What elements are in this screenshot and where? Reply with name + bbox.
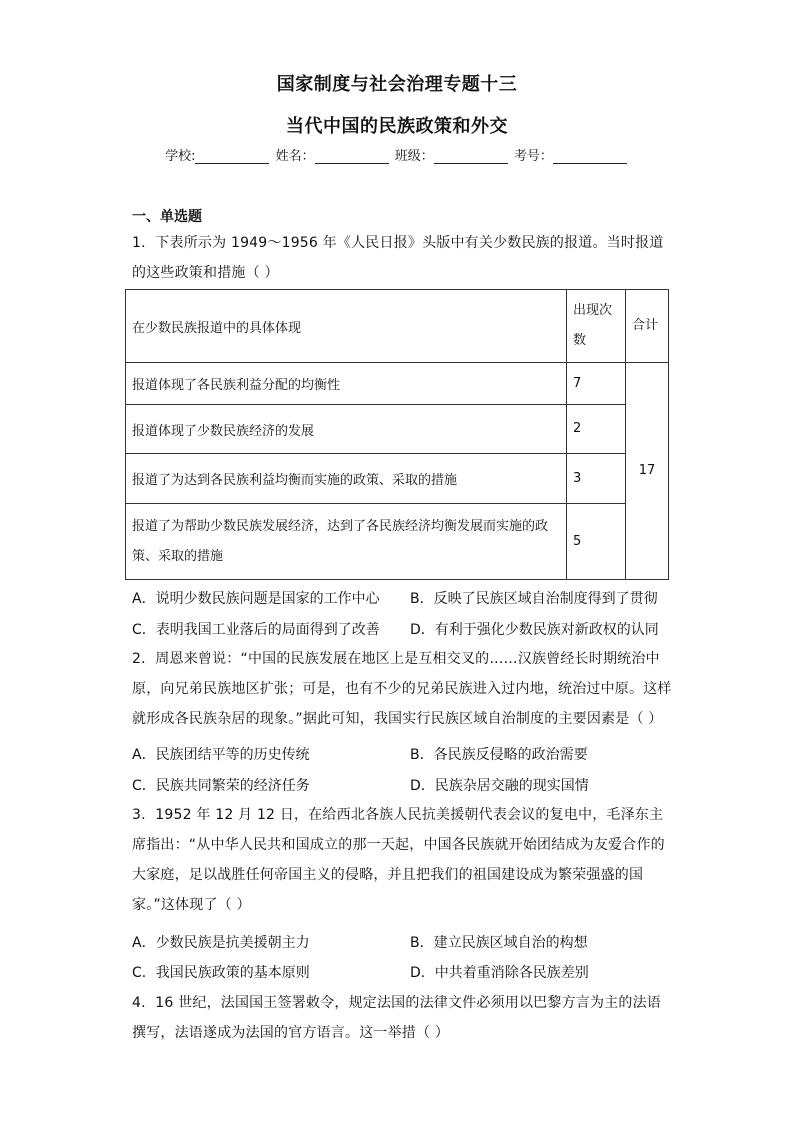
header-cell-description: 在少数民族报道中的具体体现 [126,290,567,363]
header-cell-total: 合计 [626,290,669,363]
name-blank[interactable] [315,149,389,164]
row-description: 报道了为达到各民族利益均衡而实施的政策、采取的措施 [126,454,567,504]
q1-option-a[interactable]: A．说明少数民族问题是国家的工作中心 [132,591,380,607]
q1-options-row-2 [132,619,672,643]
school-label: 学校: [165,149,196,164]
q2-option-a[interactable]: A．民族团结平等的历史传统 [132,747,310,763]
q1-option-c[interactable]: C．表明我国工业落后的局面得到了改善 [132,622,380,638]
q3-option-d[interactable]: D．中共着重消除各民族差别 [410,965,589,981]
q3-options-row-1 [132,932,672,956]
q3-stem: 3．1952 年 12 月 12 日，在给西北各族人民抗美援朝代表会议的复电中，毛泽东主席指出：“从中华人民共和国成立的那一天起，中国各民族就开始团结成为友爱合作的大家庭，足以战胜任何帝国主义的侵略，并且把我们的祖国建设成为繁荣强盛的国家。”这体现了（ ） [132,807,665,913]
q3-option-b[interactable]: B．建立民族区域自治的构想 [410,935,588,951]
row-count: 2 [567,405,626,454]
q3-option-a[interactable]: A．少数民族是抗美援朝主力 [132,935,310,951]
row-count: 3 [567,454,626,504]
row-count: 7 [567,363,626,405]
exam-no-label: 考号： [513,149,553,164]
q1-option-b[interactable]: B．反映了民族区域自治制度得到了贯彻 [410,591,658,607]
q1-table [125,289,669,580]
name-label: 姓名： [275,149,315,164]
exam-no-blank[interactable] [553,149,627,164]
table-row [126,405,669,454]
student-info-line [0,145,794,164]
row-description: 报道了为帮助少数民族发展经济，达到了各民族经济均衡发展而实施的政策、采取的措施 [126,504,567,580]
title-line-1: 国家制度与社会治理专题十三 [276,74,518,95]
q2-stem: 2．周恩来曾说：“中国的民族发展在地区上是互相交叉的……汉族曾经长时期统治中原，向兄弟民族地区扩张；可是，也有不少的兄弟民族进入过内地，统治过中原。这样就形成各民族杂居的现象。”据此可知，我国实行民族区域自治制度的主要因素是（ ） [132,651,672,727]
class-blank[interactable] [434,149,508,164]
table-row [126,454,669,504]
q2-option-d[interactable]: D．民族杂居交融的现实国情 [410,778,589,794]
section-title: 一、单选题 [132,209,202,225]
q2-options-row-2 [132,775,672,799]
school-blank[interactable] [195,149,269,164]
table-row [126,504,669,580]
q2-options-row-1 [132,744,672,768]
table-header-row [126,290,669,363]
row-description: 报道体现了各民族利益分配的均衡性 [126,363,567,405]
q1-stem: 1．下表所示为 1949～1956 年《人民日报》头版中有关少数民族的报道。当时报道的这些政策和措施（ ） [132,235,664,281]
header-cell-count: 出现次数 [567,290,626,363]
total-cell: 17 [626,363,669,580]
q2-option-b[interactable]: B．各民族反侵略的政治需要 [410,747,588,763]
table-row [126,363,669,405]
q1-options-row-1 [132,588,672,612]
q3-option-c[interactable]: C．我国民族政策的基本原则 [132,965,310,981]
title-line-2: 当代中国的民族政策和外交 [286,116,508,137]
q4-stem: 4．16 世纪，法国国王签署敕令，规定法国的法律文件必须用以巴黎方言为主的法语撰写，法语遂成为法国的官方语言。这一举措（ ） [132,995,661,1041]
row-count: 5 [567,504,626,580]
q1-option-d[interactable]: D．有利于强化少数民族对新政权的认同 [410,622,659,638]
class-label: 班级： [394,149,434,164]
row-description: 报道体现了少数民族经济的发展 [126,405,567,454]
q2-option-c[interactable]: C．民族共同繁荣的经济任务 [132,778,310,794]
q3-options-row-2 [132,962,672,986]
